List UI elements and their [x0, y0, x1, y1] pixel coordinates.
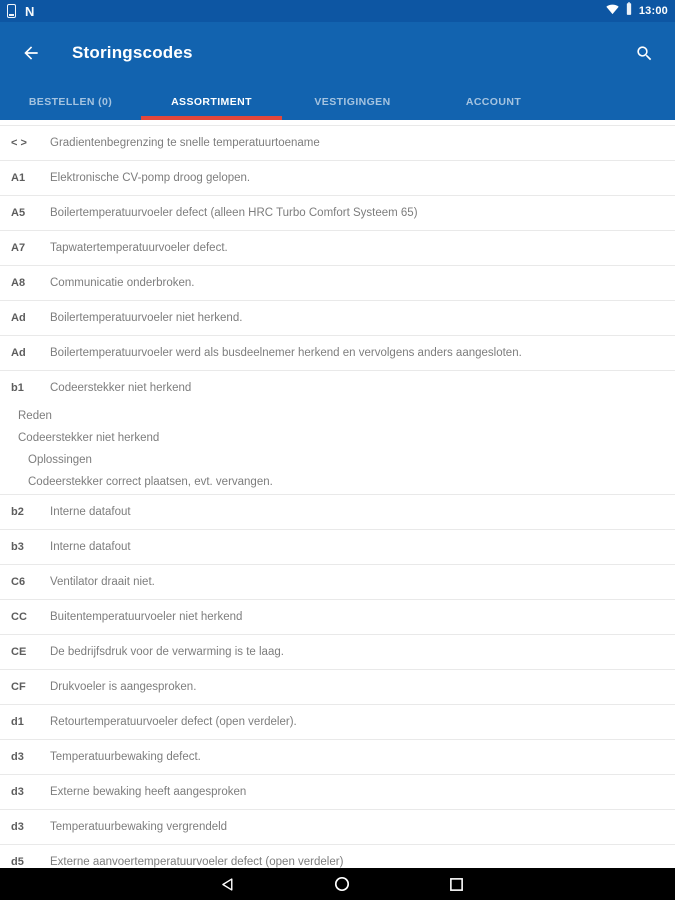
tab-label: ACCOUNT	[465, 96, 522, 108]
active-tab-indicator	[141, 116, 282, 120]
solution-text: Codeerstekker correct plaatsen, evt. vervangen.	[28, 476, 273, 488]
fault-description: Buitentemperatuurvoeler niet herkend	[50, 611, 243, 623]
fault-code: CC	[11, 611, 27, 623]
fault-description: Boilertemperatuurvoeler defect (alleen HRC Turbo Comfort Systeem 65)	[50, 207, 418, 219]
fault-code-row[interactable]	[0, 371, 675, 405]
fault-code-item	[0, 739, 675, 774]
back-button[interactable]	[20, 42, 42, 64]
fault-code: C6	[11, 576, 26, 588]
fault-code-row[interactable]	[0, 161, 675, 195]
fault-code-row[interactable]	[0, 845, 675, 868]
device-icon	[7, 4, 16, 18]
status-bar-right	[606, 2, 668, 20]
fault-code-row[interactable]	[0, 266, 675, 300]
fault-code-item	[0, 809, 675, 844]
fault-description: Boilertemperatuurvoeler werd als busdeelnemer herkend en vervolgens anders aangesloten.	[50, 347, 522, 359]
fault-code: d3	[11, 751, 24, 763]
fault-code-item	[0, 844, 675, 868]
fault-code-row[interactable]	[0, 336, 675, 370]
fault-code-row[interactable]	[0, 705, 675, 739]
reason-text: Codeerstekker niet herkend	[18, 432, 160, 444]
tab-bar	[0, 84, 675, 120]
fault-code-row[interactable]	[0, 565, 675, 599]
fault-code: A8	[11, 277, 26, 289]
fault-details	[0, 405, 675, 494]
fault-code-row[interactable]	[0, 635, 675, 669]
nav-back-icon[interactable]	[219, 875, 237, 893]
fault-description: Externe bewaking heeft aangesproken	[50, 786, 247, 798]
search-icon[interactable]	[633, 42, 655, 64]
fault-code-row[interactable]	[0, 196, 675, 230]
fault-code-row[interactable]	[0, 530, 675, 564]
fault-description: Boilertemperatuurvoeler niet herkend.	[50, 312, 243, 324]
fault-description: Ventilator draait niet.	[50, 576, 155, 588]
tab-label: VESTIGINGEN	[314, 96, 391, 108]
tab-assortiment[interactable]	[141, 84, 282, 120]
fault-description: Interne datafout	[50, 506, 131, 518]
fault-code-item	[0, 300, 675, 335]
fault-code-item	[0, 704, 675, 739]
fault-code: d1	[11, 716, 24, 728]
fault-description: Elektronische CV-pomp droog gelopen.	[50, 172, 251, 184]
fault-code-row[interactable]	[0, 775, 675, 809]
fault-code-item	[0, 529, 675, 564]
battery-icon	[625, 2, 633, 20]
fault-code-row[interactable]	[0, 670, 675, 704]
fault-code: b1	[11, 382, 24, 394]
fault-code-item	[0, 634, 675, 669]
fault-code: Ad	[11, 312, 26, 324]
fault-description: Codeerstekker niet herkend	[50, 382, 192, 394]
fault-description: Retourtemperatuurvoeler defect (open verdeler).	[50, 716, 297, 728]
status-bar	[0, 0, 675, 22]
fault-code: CE	[11, 646, 27, 658]
fault-code-item	[0, 195, 675, 230]
fault-code-row[interactable]	[0, 231, 675, 265]
fault-code-row[interactable]	[0, 495, 675, 529]
fault-code: A5	[11, 207, 26, 219]
fault-code-row[interactable]	[0, 740, 675, 774]
reason-label: Reden	[18, 410, 52, 422]
nav-home-icon[interactable]	[333, 875, 351, 893]
fault-code-item	[0, 125, 675, 160]
fault-code-item	[0, 564, 675, 599]
fault-description: Interne datafout	[50, 541, 131, 553]
fault-code: < >	[11, 137, 27, 149]
navigation-bar	[0, 868, 675, 900]
fault-code: d3	[11, 821, 24, 833]
wifi-icon	[606, 2, 619, 20]
fault-description: De bedrijfsdruk voor de verwarming is te laag.	[50, 646, 284, 658]
fault-code: b3	[11, 541, 24, 553]
nav-recents-icon[interactable]	[447, 875, 465, 893]
app-bar	[0, 22, 675, 84]
fault-description: Temperatuurbewaking vergrendeld	[50, 821, 228, 833]
solutions-label: Oplossingen	[28, 454, 92, 466]
clock: 13:00	[638, 5, 668, 17]
nfc-icon: N	[25, 3, 35, 19]
fault-code-item	[0, 669, 675, 704]
fault-code-item	[0, 265, 675, 300]
fault-code: d5	[11, 856, 24, 868]
fault-description: Temperatuurbewaking defect.	[50, 751, 201, 763]
fault-code: CF	[11, 681, 26, 693]
fault-code: Ad	[11, 347, 26, 359]
fault-code-row[interactable]	[0, 810, 675, 844]
fault-code-item	[0, 160, 675, 195]
fault-code: d3	[11, 786, 24, 798]
fault-code-item	[0, 370, 675, 494]
tab-label: ASSORTIMENT	[171, 96, 252, 108]
fault-description: Gradientenbegrenzing te snelle temperatuurtoename	[50, 137, 320, 149]
fault-description: Tapwatertemperatuurvoeler defect.	[50, 242, 228, 254]
page-title: Storingscodes	[72, 43, 193, 62]
tab-bestellen[interactable]	[0, 84, 141, 120]
fault-code-item	[0, 774, 675, 809]
fault-code-item	[0, 599, 675, 634]
fault-description: Externe aanvoertemperatuurvoeler defect (open verdeler)	[50, 856, 344, 868]
tab-vestigingen[interactable]	[282, 84, 423, 120]
fault-code: b2	[11, 506, 24, 518]
fault-code-row[interactable]	[0, 126, 675, 160]
tab-account[interactable]	[423, 84, 564, 120]
fault-code-row[interactable]	[0, 600, 675, 634]
tab-label: BESTELLEN (0)	[28, 96, 113, 108]
fault-code: A7	[11, 242, 26, 254]
fault-code: A1	[11, 172, 26, 184]
status-bar-left	[7, 4, 34, 18]
fault-code-item	[0, 494, 675, 529]
fault-description: Communicatie onderbroken.	[50, 277, 195, 289]
fault-description: Drukvoeler is aangesproken.	[50, 681, 197, 693]
fault-code-item	[0, 335, 675, 370]
fault-code-item	[0, 230, 675, 265]
fault-code-list	[0, 120, 675, 868]
fault-code-row[interactable]	[0, 301, 675, 335]
